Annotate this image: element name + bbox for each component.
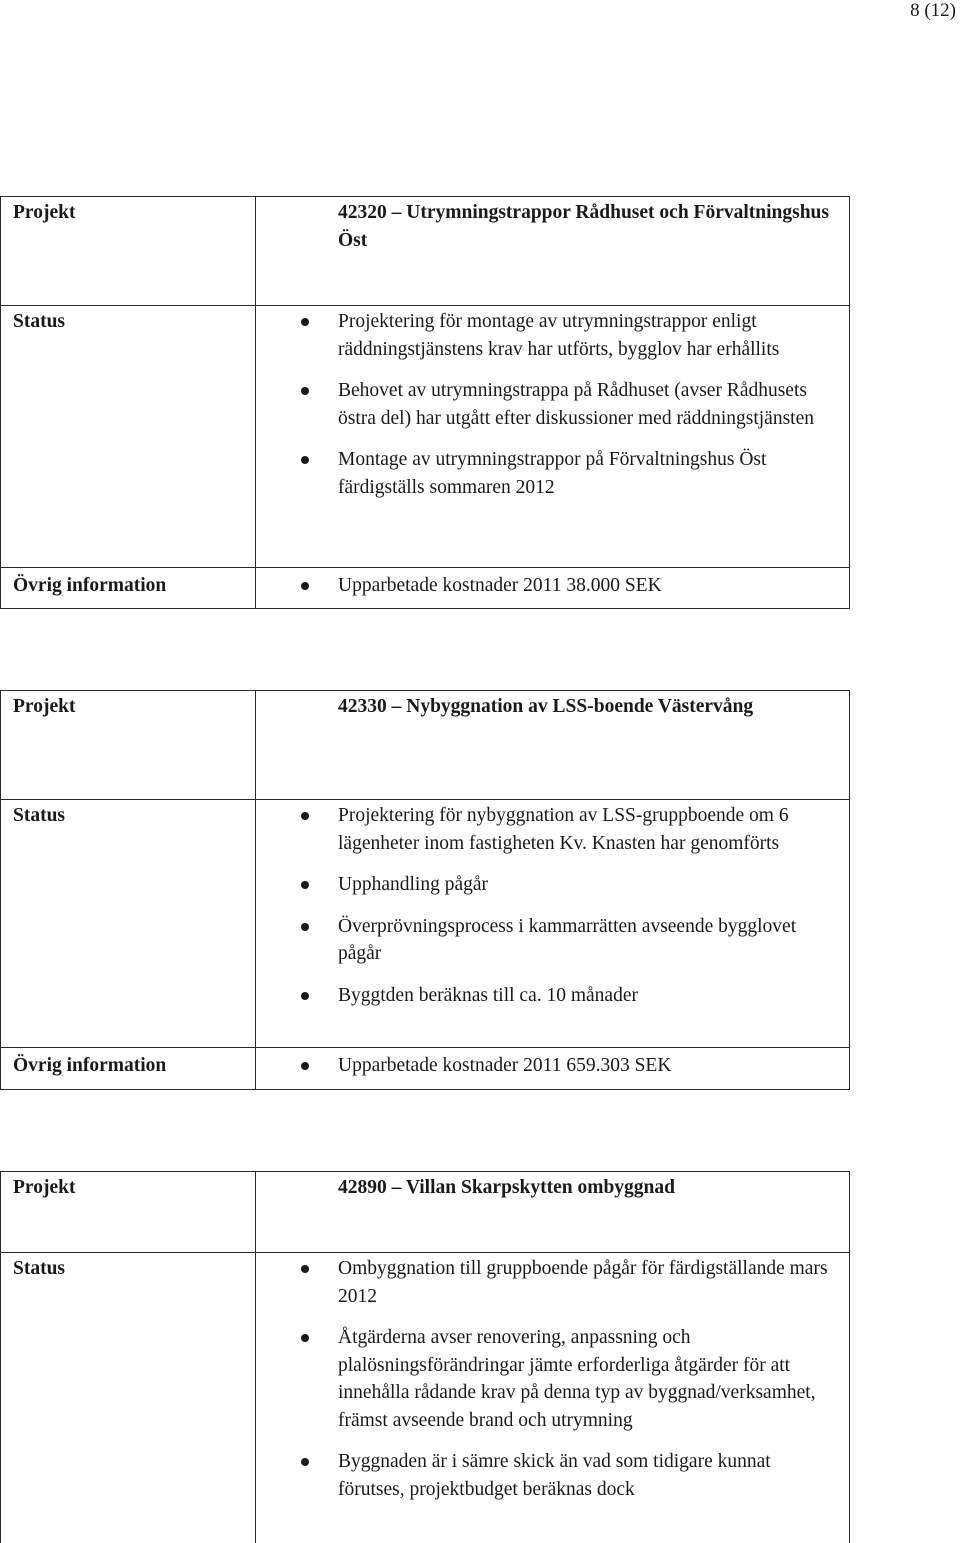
bullet-icon [301, 387, 309, 395]
project-title-cell [256, 691, 850, 800]
status-cell [256, 1253, 850, 1543]
bullet-icon [301, 812, 309, 820]
status-list [256, 308, 849, 501]
project-title-cell [256, 197, 850, 306]
ovrig-list [256, 1052, 849, 1080]
status-item: Upphandling pågår [256, 871, 849, 899]
status-list [256, 1255, 849, 1503]
status-item: Montage av utrymningstrappor på Förvaltningshus Öst färdigställs sommaren 2012 [256, 446, 849, 501]
bullet-icon [301, 1458, 309, 1466]
bullet-icon [301, 1062, 309, 1070]
bullet-icon [301, 1265, 309, 1273]
projekt-label-cell [1, 691, 256, 800]
ovrig-item: Upparbetade kostnader 2011 38.000 SEK [256, 572, 849, 600]
project-table-42330 [0, 690, 850, 1090]
status-label-cell [1, 1253, 256, 1543]
status-label: Status [13, 1258, 66, 1279]
bullet-icon [301, 992, 309, 1000]
status-item: Byggnaden är i sämre skick än vad som tidigare kunnat förutses, projektbudget beräknas dock [256, 1448, 849, 1503]
bullet-icon [301, 923, 309, 931]
project-title: 42330 – Nybyggnation av LSS-boende Västervång [338, 696, 754, 717]
projekt-label-cell [1, 197, 256, 306]
status-list [256, 802, 849, 1009]
ovrig-item: Upparbetade kostnader 2011 659.303 SEK [256, 1052, 849, 1080]
projekt-label-cell [1, 1172, 256, 1253]
projekt-label: Projekt [13, 202, 76, 223]
ovrig-information-label: Övrig information [13, 1055, 167, 1076]
projekt-label: Projekt [13, 696, 76, 717]
status-label-cell [1, 306, 256, 568]
status-cell [256, 800, 850, 1048]
status-item: Åtgärderna avser renovering, anpassning och plalösningsförändringar jämte erforderliga åtgärder för att innehålla rådande krav på denna typ av byggnad/verksamhet, främst avseende brand och utrymning [256, 1324, 849, 1434]
status-item: Överprövningsprocess i kammarrätten avseende bygglovet pågår [256, 913, 849, 968]
status-cell [256, 306, 850, 568]
project-title: 42320 – Utrymningstrappor Rådhuset och Förvaltningshus Öst [338, 202, 829, 251]
bullet-icon [301, 318, 309, 326]
ovrig-information-label: Övrig information [13, 575, 167, 596]
status-item: Projektering för nybyggnation av LSS-gruppboende om 6 lägenheter inom fastigheten Kv. Knasten har genomförts [256, 802, 849, 857]
status-item: Byggtden beräknas till ca. 10 månader [256, 982, 849, 1010]
project-table-42320 [0, 196, 850, 609]
status-item: Behovet av utrymningstrappa på Rådhuset (avser Rådhusets östra del) har utgått efter diskussioner med räddningstjänsten [256, 377, 849, 432]
projekt-label: Projekt [13, 1177, 76, 1198]
status-item: Ombyggnation till gruppboende pågår för färdigställande mars 2012 [256, 1255, 849, 1310]
status-item: Projektering för montage av utrymningstrappor enligt räddningstjänstens krav har utförts, bygglov har erhållits [256, 308, 849, 363]
project-table-42890 [0, 1171, 850, 1543]
status-label: Status [13, 311, 66, 332]
ovrig-cell [256, 568, 850, 609]
ovrig-list [256, 572, 849, 600]
bullet-icon [301, 1334, 309, 1342]
project-title-cell [256, 1172, 850, 1253]
bullet-icon [301, 881, 309, 889]
status-label-cell [1, 800, 256, 1048]
status-label: Status [13, 805, 66, 826]
page-number: 8 (12) [910, 0, 956, 21]
project-title: 42890 – Villan Skarpskytten ombyggnad [338, 1177, 675, 1198]
ovrig-label-cell [1, 1048, 256, 1090]
ovrig-cell [256, 1048, 850, 1090]
bullet-icon [301, 582, 309, 590]
ovrig-label-cell [1, 568, 256, 609]
bullet-icon [301, 456, 309, 464]
